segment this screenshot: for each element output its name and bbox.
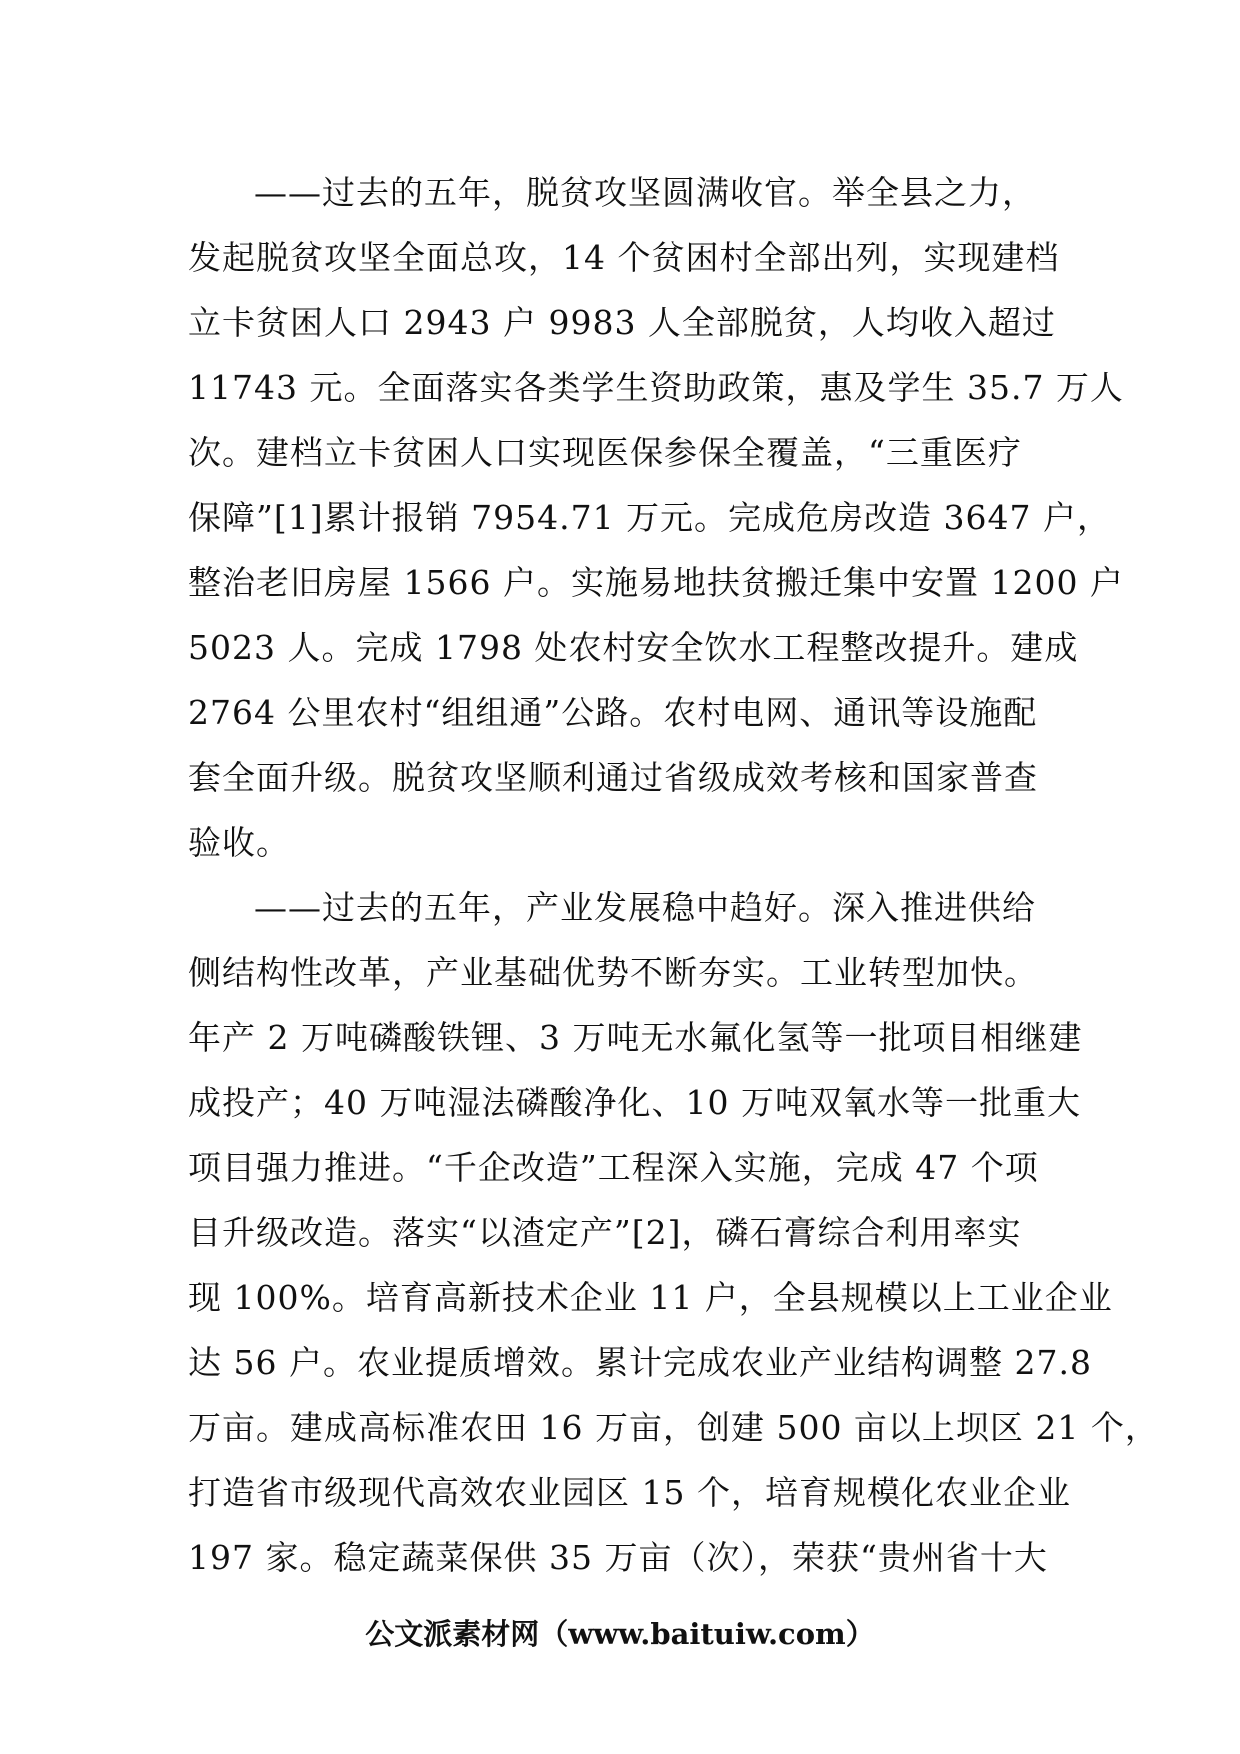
paragraph-line: 成投产；40 万吨湿法磷酸净化、10 万吨双氧水等一批重大 [188,1083,1081,1122]
paragraph-line: 达 56 户。农业提质增效。累计完成农业产业结构调整 27.8 [188,1343,1092,1382]
paragraph-line: 侧结构性改革，产业基础优势不断夯实。工业转型加快。 [188,953,1038,992]
paragraph-line: ——过去的五年，脱贫攻坚圆满收官。举全县之力， [254,173,1036,212]
paragraph-line: 11743 元。全面落实各类学生资助政策，惠及学生 35.7 万人 [188,368,1124,407]
paragraph-line: 验收。 [188,823,290,862]
paragraph-line: 打造省市级现代高效农业园区 15 个，培育规模化农业企业 [188,1473,1071,1512]
paragraph-line: 套全面升级。脱贫攻坚顺利通过省级成效考核和国家普查 [188,758,1038,797]
paragraph-line: 现 100%。培育高新技术企业 11 户，全县规模以上工业企业 [188,1278,1113,1317]
paragraph-line: 年产 2 万吨磷酸铁锂、3 万吨无水氟化氢等一批项目相继建 [188,1018,1083,1057]
paragraph-line: 保障”[1]累计报销 7954.71 万元。完成危房改造 3647 户， [188,498,1112,537]
body-text [188,160,1159,1590]
paragraph-line: 次。建档立卡贫困人口实现医保参保全覆盖，“三重医疗 [188,433,1022,472]
paragraph-line: ——过去的五年，产业发展稳中趋好。深入推进供给 [254,888,1036,927]
paragraph-line: 目升级改造。落实“以渣定产”[2]，磷石膏综合利用率实 [188,1213,1022,1252]
paragraph-line: 立卡贫困人口 2943 户 9983 人全部脱贫，人均收入超过 [188,303,1056,342]
paragraph-line: 发起脱贫攻坚全面总攻，14 个贫困村全部出列，实现建档 [188,238,1060,277]
paragraph-line: 整治老旧房屋 1566 户。实施易地扶贫搬迁集中安置 1200 户 [188,563,1124,602]
footer-site-text: 公文派素材网（www.baituiw.com） [365,1617,875,1651]
paragraph-line: 万亩。建成高标准农田 16 万亩，创建 500 亩以上坝区 21 个， [188,1408,1159,1447]
paragraph-line: 5023 人。完成 1798 处农村安全饮水工程整改提升。建成 [188,628,1079,667]
paragraph-line: 2764 公里农村“组组通”公路。农村电网、通讯等设施配 [188,693,1038,732]
footer-watermark [0,1612,1240,1653]
paragraph-line: 项目强力推进。“千企改造”工程深入实施，完成 47 个项 [188,1148,1039,1187]
paragraph-line: 197 家。稳定蔬菜保供 35 万亩（次），荣获“贵州省十大 [188,1538,1048,1577]
